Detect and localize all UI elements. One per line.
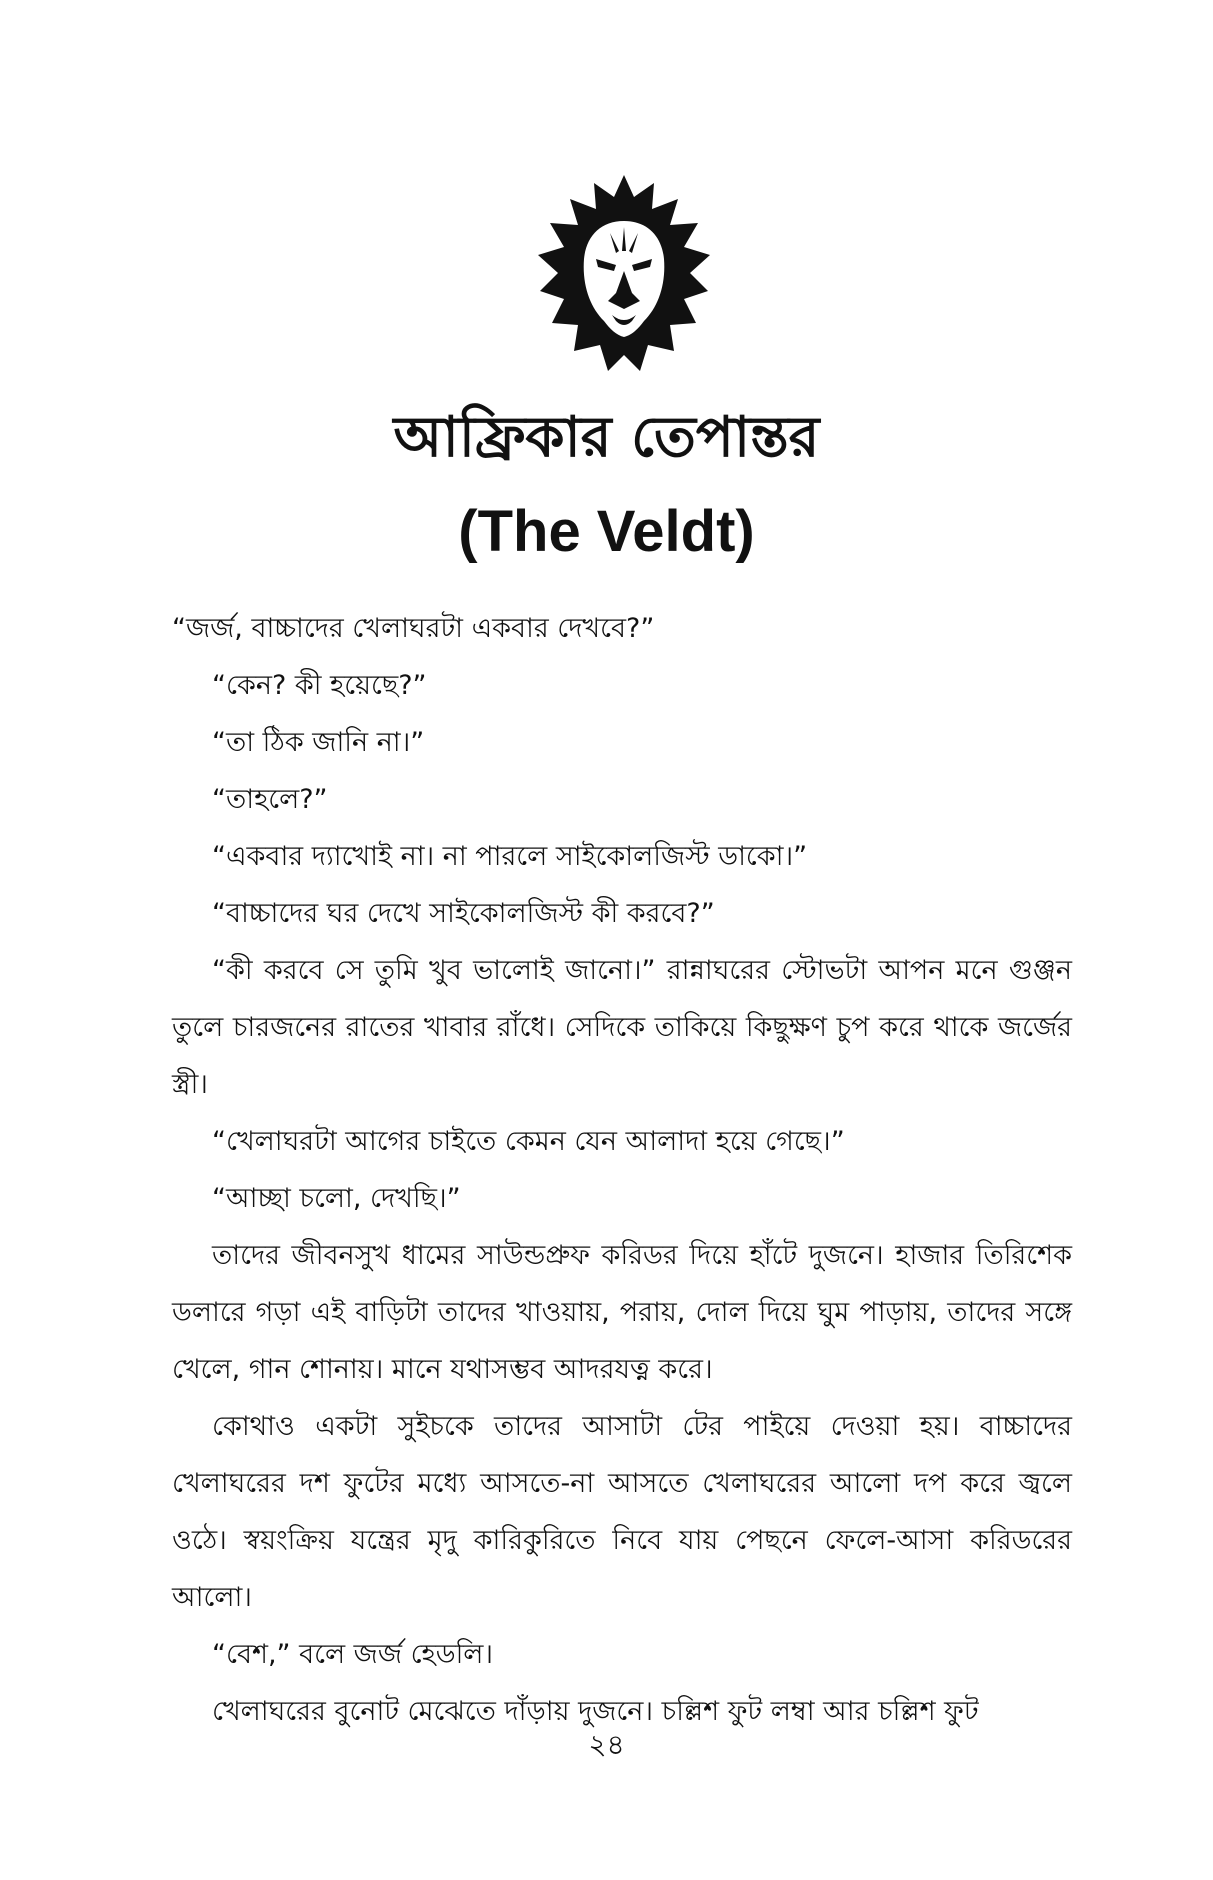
paragraph: কোথাও একটা সুইচকে তাদের আসাটা টের পাইয়ে দেওয়া হয়। বাচ্চাদের খেলাঘরের দশ ফুটের মধ্যে আসতে-না আসতে খেলাঘরের আলো দপ করে জ্বলে ওঠে। স্বয়ংক্রিয় যন্ত্রের মৃদু কারিকুরিতে নিবে যায় পেছনে ফেলে-আসা করিডরের আলো। <box>172 1411 1072 1613</box>
paragraph: “কেন? কী হয়েছে?” <box>212 670 427 701</box>
paragraph: “বাচ্চাদের ঘর দেখে সাইকোলজিস্ট কী করবে?” <box>212 898 715 929</box>
paragraph: “তাহলে?” <box>212 784 328 815</box>
paragraph: “জর্জ, বাচ্চাদের খেলাঘরটা একবার দেখবে?” <box>172 613 655 644</box>
paragraph: খেলাঘরের বুনোট মেঝেতে দাঁড়ায় দুজনে। চল্লিশ ফুট লম্বা আর চল্লিশ ফুট <box>212 1696 979 1727</box>
page-number: ২৪ <box>588 1728 625 1761</box>
chapter-title-english: (The Veldt) <box>458 499 755 564</box>
paragraph: “বেশ,” বলে জর্জ হেডলি। <box>212 1639 494 1670</box>
paragraph: “তা ঠিক জানি না।” <box>212 727 425 758</box>
paragraph: তাদের জীবনসুখ ধামের সাউন্ডপ্রুফ করিডর দিয়ে হাঁটে দুজনে। হাজার তিরিশেক ডলারে গড়া এই বাড়িটা তাদের খাওয়ায়, পরায়, দোল দিয়ে ঘুম পাড়ায়, তাদের সঙ্গে খেলে, গান শোনায়। মানে যথাসম্ভব আদরযত্ন করে। <box>172 1240 1072 1385</box>
lion-head-icon <box>536 175 712 379</box>
story-body <box>172 600 1072 1740</box>
paragraph: “কী করবে সে তুমি খুব ভালোই জানো।” রান্নাঘরের স্টোভটা আপন মনে গুঞ্জন তুলে চারজনের রাতের খাবার রাঁধে। সেদিকে তাকিয়ে কিছুক্ষণ চুপ করে থাকে জর্জের স্ত্রী। <box>172 955 1072 1100</box>
paragraph: “খেলাঘরটা আগের চাইতে কেমন যেন আলাদা হয়ে গেছে।” <box>212 1126 845 1157</box>
lion-head-logo <box>536 175 712 379</box>
paragraph: “আচ্ছা চলো, দেখছি।” <box>212 1183 461 1214</box>
chapter-title-bengali: আফ্রিকার তেপান্তর <box>393 405 820 470</box>
paragraph: “একবার দ্যাখোই না। না পারলে সাইকোলজিস্ট ডাকো।” <box>212 841 808 872</box>
